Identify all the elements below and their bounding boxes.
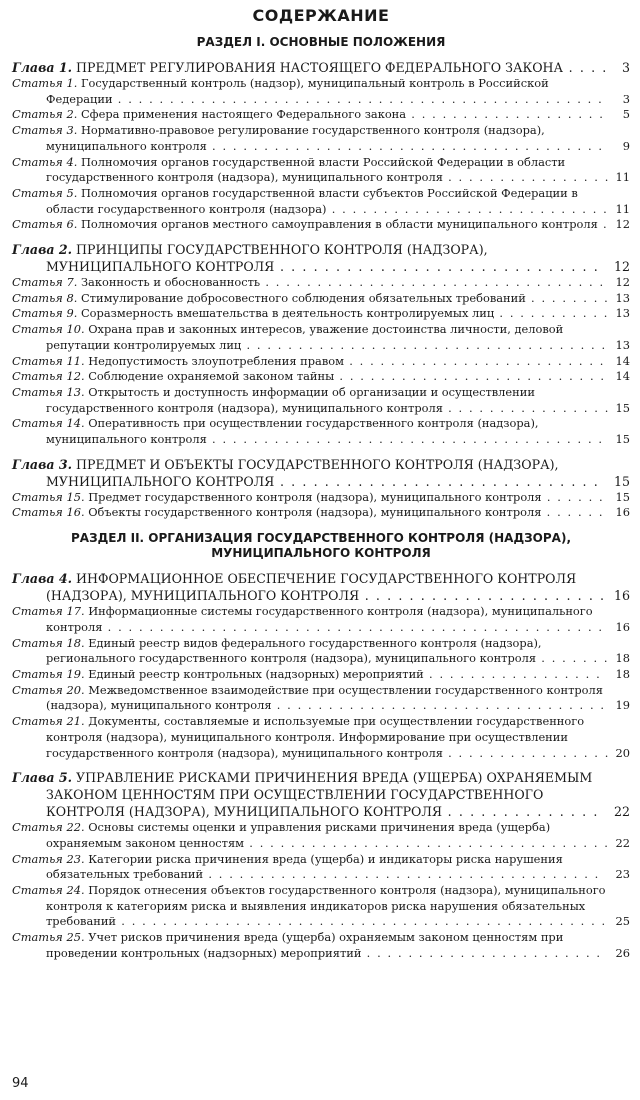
chapter-page: 16 [613,588,630,604]
article-title: Категории риска причинения вреда (ущерба) и индикаторы риска нарушения обязательных требований [46,851,563,882]
leader-dots: . . . . . . . . . . . . . . . . . . . . . . . . . . . . . . . . . . . . . . . . . . . . . . . . [102,619,604,634]
section-heading-1: РАЗДЕЛ I. ОСНОВНЫЕ ПОЛОЖЕНИЯ [196,35,446,49]
chapter-page: 22 [613,804,630,820]
toc-article [12,852,630,883]
article-title: Полномочия органов государственной власти Российской Федерации в области государственного контроля (надзора), муниципального контроля [46,154,566,185]
leader-dots: . . . . . . . . . . . . . . . . . . . . . . . . . . [334,369,606,384]
article-page: 19 [615,698,630,713]
chapter-label: Глава 1. [12,60,73,75]
article-label: Статья 10. [12,322,85,337]
chapter-label: Глава 4. [12,571,73,587]
toc-article [12,883,630,930]
leader-dots: . [597,217,609,232]
chapter-title: ПРЕДМЕТ РЕГУЛИРОВАНИЯ НАСТОЯЩЕГО ФЕДЕРАЛЬНОГО ЗАКОНА [72,60,564,75]
article-page: 11 [615,201,630,216]
chapter-label: Глава 3. [12,456,73,472]
article-title: Полномочия органов местного самоуправления в области муниципального контроля [77,217,598,232]
leader-dots: . . . . . . . . . . . . . . . . . . . . . . . . . . . . . . . . . . . . . . . . . . . . . . . [112,91,604,106]
article-page: 18 [615,666,630,681]
article-page: 12 [615,217,630,232]
toc-chapter [12,456,630,490]
leader-dots: . . . . . . . . . . . [494,306,610,321]
article-title: Единый реестр видов федерального государственного контроля (надзора), регионального государственного контроля (надзора), муниципального контроля [46,635,542,666]
article-title: Соблюдение охраняемой законом тайны [84,369,335,384]
toc-article [12,155,630,186]
toc-page [12,6,630,962]
article-label: Статья 3. [12,123,78,138]
section-heading-2-line1: РАЗДЕЛ II. ОРГАНИЗАЦИЯ ГОСУДАРСТВЕННОГО КОНТРОЛЯ (НАДЗОРА), [70,531,572,546]
article-label: Статья 7. [12,275,78,290]
article-label: Статья 18. [12,635,85,650]
leader-dots: . . . . . . . . . . . . . . . . . [423,666,602,681]
toc-article [12,667,630,683]
article-title: Стимулирование добросовестного соблюдения обязательных требований [77,290,526,305]
article-title: Объекты государственного контроля (надзора), муниципального контроля [84,505,542,520]
article-title: Недопустимость злоупотребления правом [84,353,344,368]
article-label: Статья 17. [12,604,85,619]
toc-chapter [12,59,630,76]
toc-article [12,490,630,506]
article-page: 18 [615,651,630,666]
leader-dots: . . . . . . . . . . . . . . . . . . . . . . . . . . . . . . . . . . . . . . [203,867,600,882]
chapter-page: 12 [613,259,630,275]
toc-chapter [12,241,630,275]
article-label: Статья 23. [12,851,85,866]
article-label: Статья 8. [12,290,78,305]
article-page: 15 [615,489,630,504]
leader-dots: . . . . . . . . . . . . . . . . . . . . . . . . . . . . . . . . . . . . . . [206,138,604,153]
leader-dots: . . . . . . . . . . . . . . . . [442,400,610,415]
toc-article [12,354,630,370]
chapter-title: ИНФОРМАЦИОННОЕ ОБЕСПЕЧЕНИЕ ГОСУДАРСТВЕННОГО КОНТРОЛЯ (НАДЗОРА), МУНИЦИПАЛЬНОГО КОНТРОЛЯ [46,571,577,604]
article-title: Полномочия органов государственной власти субъектов Российской Федерации в области государственного контроля (надзора) [46,185,578,216]
leader-dots: . . . . . . . [536,651,610,666]
article-title: Порядок отнесения объектов государственного контроля (надзора), муниципального контроля к категориям риска и выявления индикаторов риска нарушения обязательных требований [46,883,606,929]
article-page: 23 [615,867,630,882]
leader-dots: . . . . . . . . . . . . . . . . . . . . . . . . . . . . . . . . . . . . . . [206,432,604,447]
toc-article [12,930,630,961]
article-page: 14 [615,369,630,384]
article-label: Статья 11. [12,353,85,368]
article-label: Статья 19. [12,666,85,681]
article-label: Статья 13. [12,384,85,399]
leader-dots: . . . . . . . . . . . . . . . . . . . . . . . . . . . . . . . . . . . [244,835,610,850]
article-page: 15 [615,432,630,447]
article-page: 14 [615,353,630,368]
article-page: 9 [622,138,630,153]
chapter-label: Глава 2. [12,242,73,258]
article-label: Статья 16. [12,505,85,520]
article-label: Статья 14. [12,416,85,431]
article-title: Нормативно-правовое регулирование государственного контроля (надзора), муниципального контроля [46,123,545,153]
leader-dots: . . . . . . . . . . . . . . . . . . . . . . . . . . . . . [274,473,600,489]
article-title: Государственный контроль (надзор), муниципальный контроль в Российской Федерации [46,76,549,106]
article-page: 20 [615,745,630,760]
article-page: 13 [615,306,630,321]
article-label: Статья 6. [12,217,78,232]
article-title: Основы системы оценки и управления рисками причинения вреда (ущерба) охраняемым законом ценностям [46,820,551,850]
toc-article [12,217,630,233]
article-page: 15 [615,400,630,415]
leader-dots: . . . . . . [541,505,605,520]
article-page: 11 [615,170,630,185]
toc-article [12,416,630,447]
article-page: 13 [615,337,630,352]
leader-dots: . . . . . . . . . . . . . . . . . . . . . . . . . . . . . . . . . [260,275,605,290]
leader-dots: . . . . . . . . . . . . . . . . [442,745,610,760]
toc-article [12,820,630,851]
article-title: Информационные системы государственного контроля (надзора), муниципального контроля [46,604,593,634]
article-label: Статья 9. [12,306,78,321]
chapter-label: Глава 5. [12,770,73,786]
leader-dots: . . . . . . . . . . . . . . . . . . . . . . . . . . . . . . . . . . . . . . . . . . . . . . . [116,914,607,929]
toc-article [12,275,630,291]
article-label: Статья 12. [12,369,85,384]
toc-article [12,186,630,217]
toc-article [12,107,630,123]
toc-article [12,369,630,385]
chapter-title: УПРАВЛЕНИЕ РИСКАМИ ПРИЧИНЕНИЯ ВРЕДА (УЩЕРБА) ОХРАНЯЕМЫМ ЗАКОНОМ ЦЕННОСТЯМ ПРИ ОСУЩЕСТВЛЕНИИ ГОСУДАРСТВЕННОГО КОНТРОЛЯ (НАДЗОРА), МУНИЦИПАЛЬНОГО КОНТРОЛЯ [46,770,593,820]
article-page: 26 [615,945,630,960]
leader-dots: . . . . . . . . . . . . . . . . . . . . . . . . . [343,353,606,368]
article-label: Статья 5. [12,185,78,200]
article-label: Статья 22. [12,820,85,835]
chapter-title: ПРЕДМЕТ И ОБЪЕКТЫ ГОСУДАРСТВЕННОГО КОНТРОЛЯ (НАДЗОРА), МУНИЦИПАЛЬНОГО КОНТРОЛЯ [46,456,559,489]
article-title: Межведомственное взаимодействие при осуществлении государственного контроля (надзора), муниципального контроля [46,682,603,713]
leader-dots: . . . . . . . . . . . . . . . . [442,170,610,185]
toc-article [12,636,630,667]
leader-dots: . . . . . . . . . . . . . . . . . . . [406,107,605,122]
toc-article [12,306,630,322]
toc-article [12,683,630,714]
article-page: 16 [615,619,630,634]
toc-article [12,76,630,107]
toc-chapter [12,570,630,604]
section-heading-2 [12,531,630,561]
toc-chapter [12,769,630,820]
leader-dots: . . . . . . . . . . . . . . . . . . . . . . . . . . . . . [274,259,600,275]
article-page: 5 [622,107,630,122]
toc-article [12,123,630,154]
article-title: Оперативность при осуществлении государственного контроля (надзора), муниципального контроля [46,416,539,447]
toc-article [12,604,630,635]
leader-dots: . . . . . . [541,489,605,504]
toc-article [12,505,630,521]
leader-dots: . . . . . . . . . . . . . . . . . . . . . . . . . . . . . . . . [271,698,606,713]
article-title: Соразмерность вмешательства в деятельность контролируемых лиц [77,306,495,321]
article-page: 12 [615,275,630,290]
article-label: Статья 20. [12,682,85,697]
article-title: Охрана прав и законных интересов, уважение достоинства личности, деловой репутации контролируемых лиц [46,322,564,352]
toc-article [12,385,630,416]
leader-dots: . . . . . . . . . . . . . . . . . . . . . . . [361,945,602,960]
section-heading-2-line2: МУНИЦИПАЛЬНОГО КОНТРОЛЯ [211,546,431,561]
article-title: Сфера применения настоящего Федерального закона [77,107,407,122]
article-page: 13 [615,290,630,305]
leader-dots: . . . . . . . . . . . . . . . . . . . . . . [359,588,606,604]
article-page: 22 [615,835,630,850]
leader-dots: . . . . . . . . . . . . . . . . . . . . . . . . . . . . . . . . . . . [241,337,607,352]
toc-article [12,714,630,761]
toc-article [12,291,630,307]
article-label: Статья 15. [12,489,85,504]
article-label: Статья 1. [12,76,78,90]
leader-dots: . . . . [563,60,608,75]
leader-dots: . . . . . . . . . . . . . . . . . . . . . . . . . . . [326,201,609,216]
article-title: Документы, составляемые и используемые при осуществлении государственного контроля (надзора), муниципального контроля. Информирование при осуществлении государственного контроля (надзора), муниципального контроля [46,714,585,760]
article-page: 25 [615,914,630,929]
leader-dots: . . . . . . . . . . . . . . [442,804,599,820]
article-page: 3 [622,91,630,106]
article-label: Статья 24. [12,883,85,898]
toc-article [12,322,630,353]
article-label: Статья 4. [12,154,78,169]
article-label: Статья 2. [12,107,78,122]
article-title: Открытость и доступность информации об организации и осуществлении государственного контроля (надзора), муниципального контроля [46,384,535,415]
article-label: Статья 21. [12,714,85,729]
page-title: СОДЕРЖАНИЕ [252,6,390,25]
chapter-title: ПРИНЦИПЫ ГОСУДАРСТВЕННОГО КОНТРОЛЯ (НАДЗОРА), МУНИЦИПАЛЬНОГО КОНТРОЛЯ [46,242,488,275]
article-label: Статья 25. [12,930,85,945]
chapter-page: 3 [621,60,630,75]
article-title: Учет рисков причинения вреда (ущерба) охраняемым законом ценностям при проведении контрольных (надзорных) мероприятий [46,930,564,960]
leader-dots: . . . . . . . . [525,290,610,305]
page-number: 94 [12,1076,29,1091]
article-title: Единый реестр контрольных (надзорных) мероприятий [84,666,424,681]
article-title: Законность и обоснованность [77,275,261,290]
chapter-page: 15 [613,473,630,489]
article-title: Предмет государственного контроля (надзора), муниципального контроля [84,489,542,504]
article-page: 16 [615,505,630,520]
